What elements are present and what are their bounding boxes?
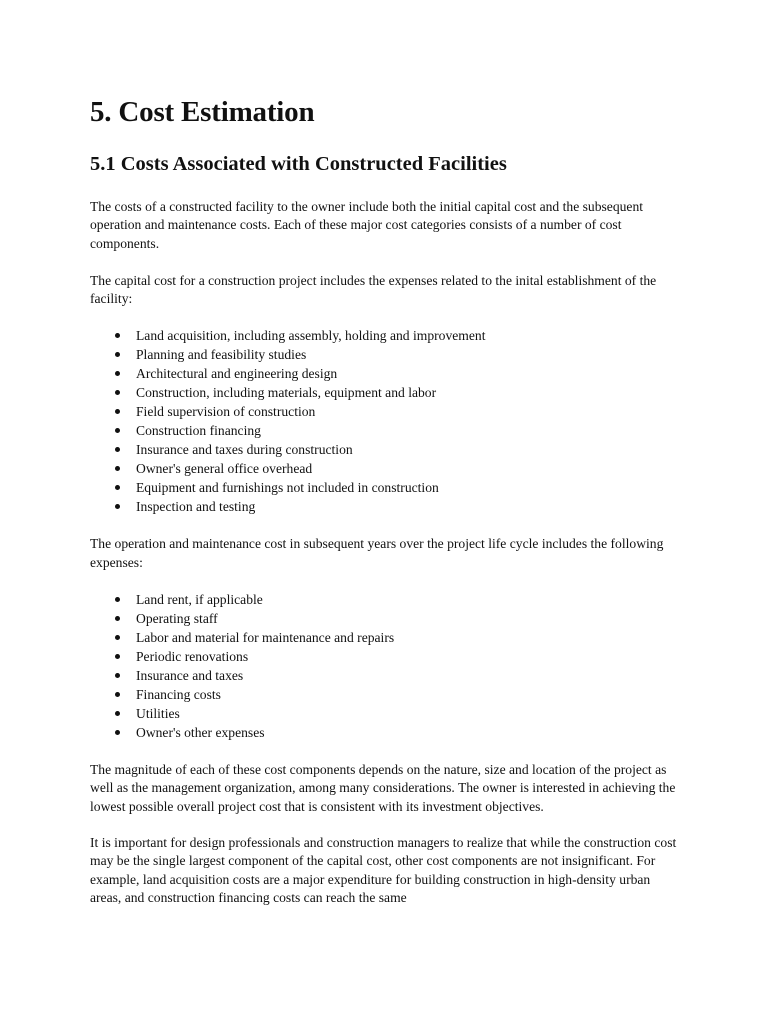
operation-cost-list xyxy=(90,590,680,742)
list-item: Owner's other expenses xyxy=(90,723,680,742)
capital-cost-list xyxy=(90,326,680,516)
list-item: Equipment and furnishings not included in construction xyxy=(90,478,680,497)
list-item: Construction financing xyxy=(90,421,680,440)
list-item: Land rent, if applicable xyxy=(90,590,680,609)
list-item: Construction, including materials, equipment and labor xyxy=(90,383,680,402)
section-heading: 5.1 Costs Associated with Constructed Facilities xyxy=(90,153,507,175)
list-item: Owner's general office overhead xyxy=(90,459,680,478)
list-item: Operating staff xyxy=(90,609,680,628)
list-item: Periodic renovations xyxy=(90,647,680,666)
list-item: Planning and feasibility studies xyxy=(90,345,680,364)
list-item: Insurance and taxes xyxy=(90,666,680,685)
list-item: Architectural and engineering design xyxy=(90,364,680,383)
list-item: Financing costs xyxy=(90,685,680,704)
paragraph-magnitude: The magnitude of each of these cost components depends on the nature, size and location of the project as well as the management organization, among many considerations. The owner is interested in achieving the lowest possible overall project cost that is consistent with its investment objectives. xyxy=(90,762,676,814)
list-item: Insurance and taxes during construction xyxy=(90,440,680,459)
paragraph-importance: It is important for design professionals and construction managers to realize that while the construction cost may be the single largest component of the capital cost, other cost components are not insignificant. For example, land acquisition costs are a major expenditure for building construction in high-density urban areas, and construction financing costs can reach the same xyxy=(90,834,677,905)
list-item: Land acquisition, including assembly, holding and improvement xyxy=(90,326,680,345)
list-item: Field supervision of construction xyxy=(90,402,680,421)
list-item: Inspection and testing xyxy=(90,497,680,516)
document-title: 5. Cost Estimation xyxy=(90,96,315,128)
paragraph-capital-cost: The capital cost for a construction project includes the expenses related to the inital establishment of the facility: xyxy=(90,272,657,307)
list-item: Labor and material for maintenance and repairs xyxy=(90,628,680,647)
document-page xyxy=(90,92,680,907)
paragraph-operation-cost: The operation and maintenance cost in subsequent years over the project life cycle includes the following expenses: xyxy=(90,536,664,570)
paragraph-intro: The costs of a constructed facility to the owner include both the initial capital cost and the subsequent operation and maintenance costs. Each of these major cost categories consists of a number of cost components. xyxy=(90,199,644,251)
list-item: Utilities xyxy=(90,704,680,723)
